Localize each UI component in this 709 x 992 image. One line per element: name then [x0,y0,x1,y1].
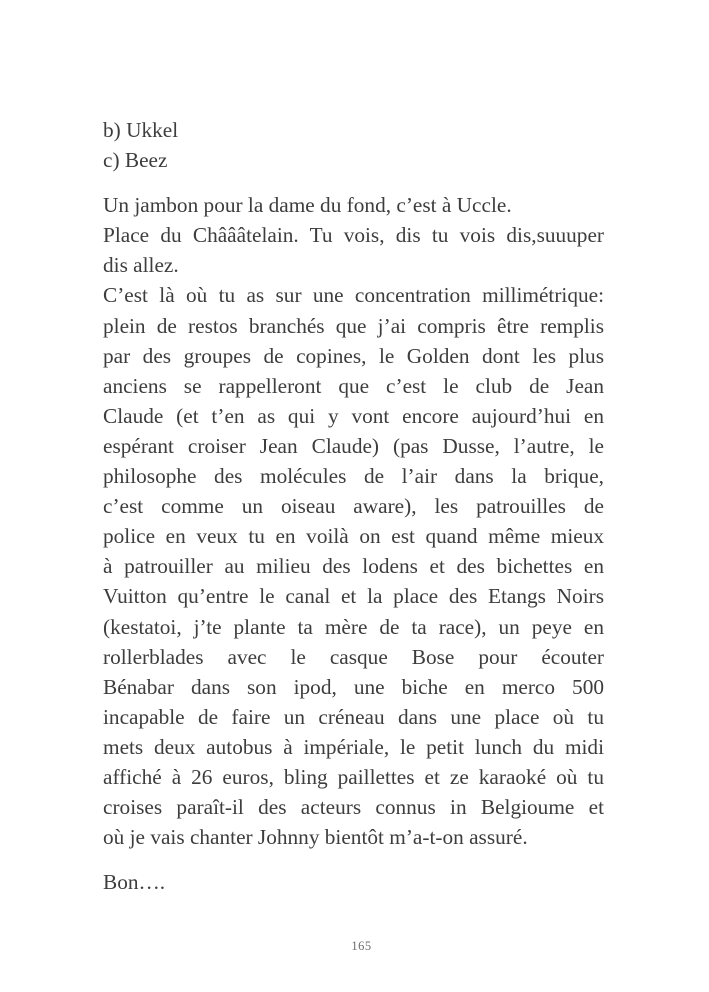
text-line: affiché à 26 euros, bling paillettes et ze karaoké où tu [103,764,604,789]
text-line: plein de restos branchés que j’ai compris être remplis [103,313,604,338]
text-line: incapable de faire un créneau dans une place où tu [103,704,604,729]
paragraph [103,220,604,280]
text-line: Vuitton qu’entre le canal et la place des Etangs Noirs [103,584,604,609]
text-line: à patrouiller au milieu des lodens et des bichettes en [103,554,604,579]
text-line: c’est comme un oiseau aware), les patrouilles de [103,494,604,519]
paragraph-main [103,280,604,852]
text-line: police en veux tu en voilà on est quand même mieux [103,524,604,549]
text-line: anciens se rappelleront que c’est le club de Jean [103,373,604,398]
text-line: mets deux autobus à impériale, le petit lunch du midi [103,734,604,759]
text-line: b) Ukkel [103,118,179,142]
text-line: Place du Châââtelain. Tu vois, dis tu vois dis,suuuper [103,223,604,248]
page-number: 165 [351,939,372,953]
text-line: où je vais chanter Johnny bientôt m’a-t-on assuré. [103,825,528,850]
text-line: Claude (et t’en as qui y vont encore aujourd’hui en [103,403,604,428]
text-block [103,115,604,897]
text-line: philosophe des molécules de l’air dans la brique, [103,464,604,489]
text-line: rollerblades avec le casque Bose pour écouter [103,644,604,669]
paragraph-closing [103,867,604,897]
text-line: C’est là où tu as sur une concentration millimétrique: [103,283,604,308]
paragraph [103,190,604,220]
text-line: Bénabar dans son ipod, une biche en merco 500 [103,674,604,699]
text-line: espérant croiser Jean Claude) (pas Dusse, l’autre, le [103,433,604,458]
text-line: c) Beez [103,148,168,173]
text-line: croises paraît-il des acteurs connus in Belgioume et [103,795,604,820]
paragraph-options [103,115,604,175]
text-line: Bon…. [103,870,166,895]
text-line: Un jambon pour la dame du fond, c’est à Uccle. [103,193,512,218]
text-line: par des groupes de copines, le Golden dont les plus [103,343,604,368]
text-line: dis allez. [103,253,179,278]
text-line: (kestatoi, j’te plante ta mère de ta race), un peye en [103,614,604,639]
